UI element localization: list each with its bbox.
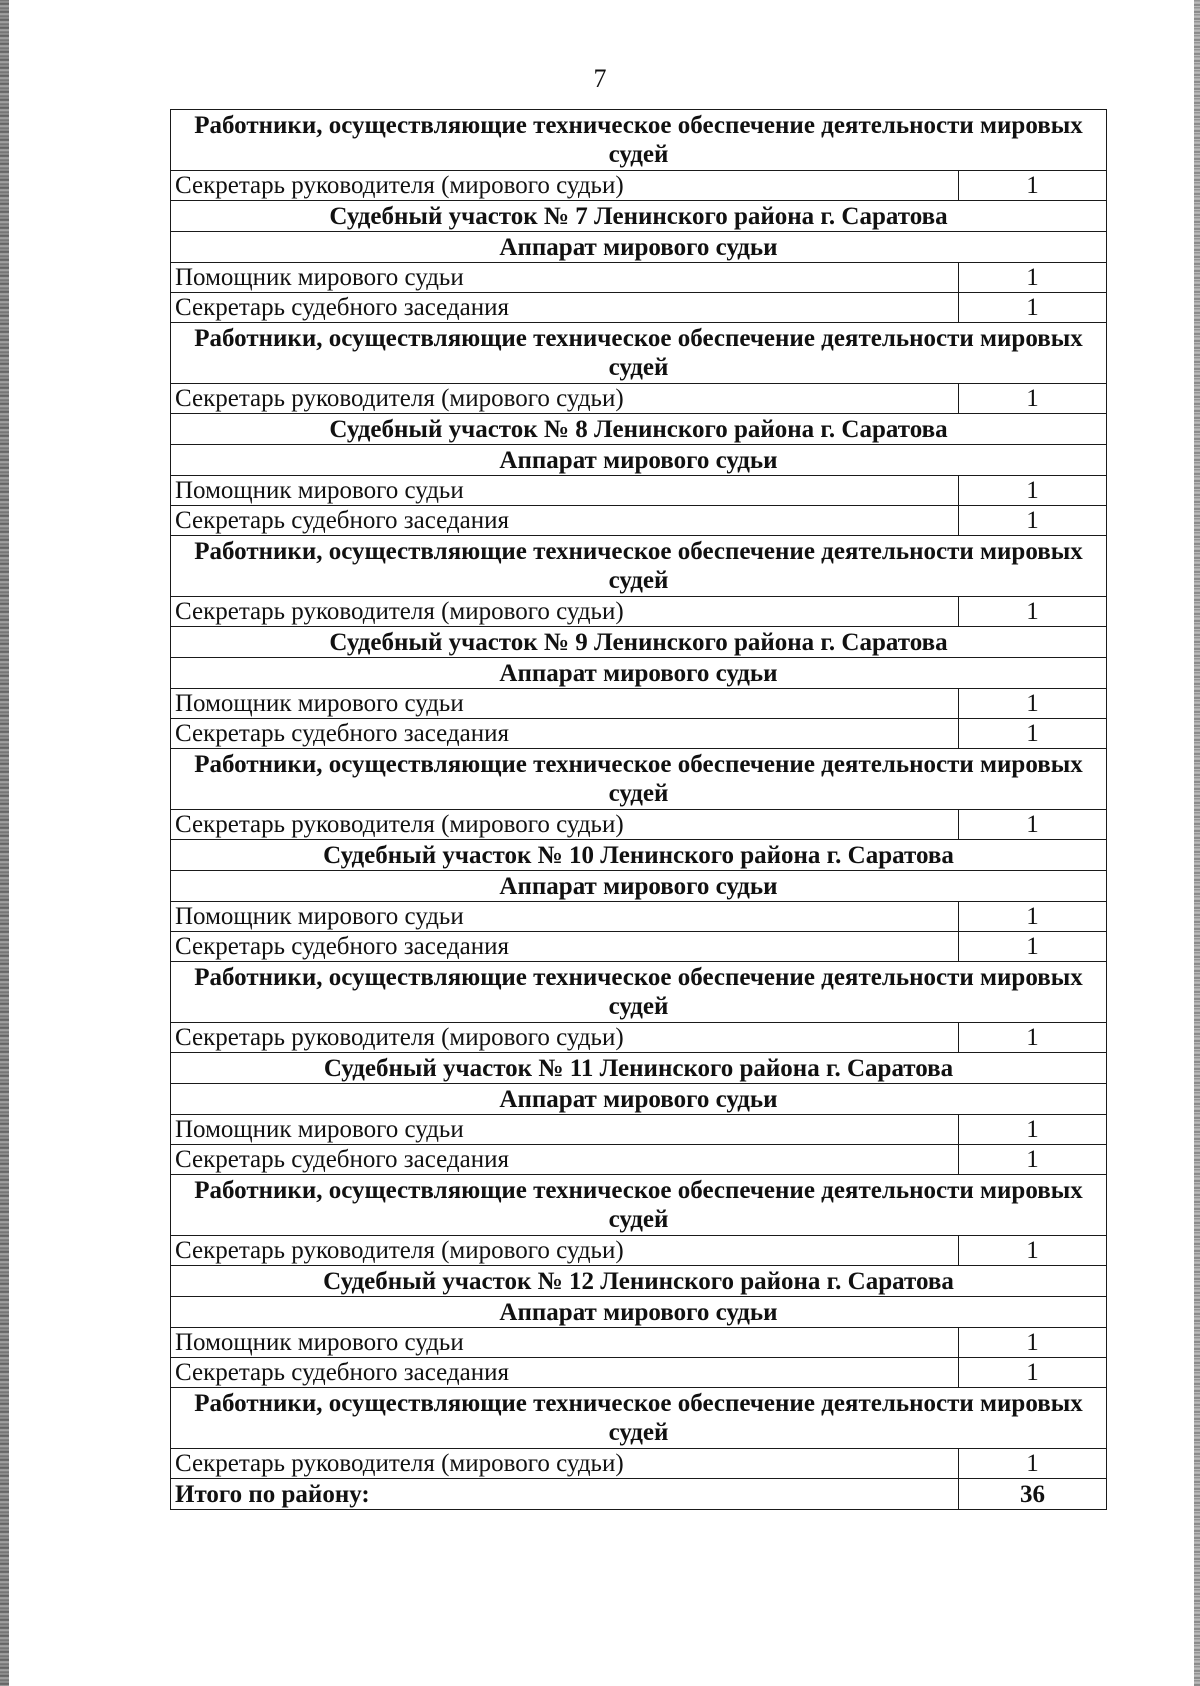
- position-count: 1: [959, 506, 1107, 536]
- position-name: Помощник мирового судьи: [171, 263, 959, 293]
- section-header: Работники, осуществляющие техническое обеспечение деятельности мировых судей: [171, 110, 1107, 171]
- position-count: 1: [959, 902, 1107, 932]
- position-row: [171, 1023, 1107, 1053]
- section-header: Судебный участок № 7 Ленинского района г. Саратова: [171, 201, 1107, 232]
- page-number: 7: [593, 64, 607, 93]
- section-header-row: [171, 110, 1107, 171]
- total-value: 36: [959, 1479, 1107, 1510]
- position-count: 1: [959, 1449, 1107, 1479]
- position-row: [171, 1236, 1107, 1266]
- position-name: Секретарь судебного заседания: [171, 506, 959, 536]
- position-count: 1: [959, 384, 1107, 414]
- position-name: Секретарь руководителя (мирового судьи): [171, 810, 959, 840]
- position-row: [171, 810, 1107, 840]
- position-name: Секретарь руководителя (мирового судьи): [171, 1023, 959, 1053]
- section-header: Работники, осуществляющие техническое обеспечение деятельности мировых судей: [171, 1175, 1107, 1236]
- position-count: 1: [959, 171, 1107, 201]
- section-header-row: [171, 1084, 1107, 1115]
- position-row: [171, 171, 1107, 201]
- position-row: [171, 689, 1107, 719]
- position-name: Секретарь руководителя (мирового судьи): [171, 171, 959, 201]
- section-header: Аппарат мирового судьи: [171, 1084, 1107, 1115]
- section-header-row: [171, 536, 1107, 597]
- position-name: Секретарь судебного заседания: [171, 1145, 959, 1175]
- section-header-row: [171, 1266, 1107, 1297]
- position-count: 1: [959, 810, 1107, 840]
- staff-table: [170, 109, 1107, 1510]
- section-header-row: [171, 414, 1107, 445]
- position-name: Секретарь руководителя (мирового судьи): [171, 1449, 959, 1479]
- section-header: Работники, осуществляющие техническое обеспечение деятельности мировых судей: [171, 1388, 1107, 1449]
- position-count: 1: [959, 293, 1107, 323]
- position-row: [171, 597, 1107, 627]
- section-header: Аппарат мирового судьи: [171, 658, 1107, 689]
- position-row: [171, 1145, 1107, 1175]
- section-header-row: [171, 1175, 1107, 1236]
- position-name: Помощник мирового судьи: [171, 689, 959, 719]
- position-name: Секретарь руководителя (мирового судьи): [171, 597, 959, 627]
- section-header: Работники, осуществляющие техническое обеспечение деятельности мировых судей: [171, 962, 1107, 1023]
- section-header-row: [171, 232, 1107, 263]
- section-header-row: [171, 1388, 1107, 1449]
- position-row: [171, 384, 1107, 414]
- position-row: [171, 932, 1107, 962]
- position-count: 1: [959, 1115, 1107, 1145]
- section-header: Работники, осуществляющие техническое обеспечение деятельности мировых судей: [171, 323, 1107, 384]
- position-count: 1: [959, 1328, 1107, 1358]
- position-count: 1: [959, 719, 1107, 749]
- section-header-row: [171, 1053, 1107, 1084]
- position-name: Секретарь судебного заседания: [171, 932, 959, 962]
- position-name: Помощник мирового судьи: [171, 476, 959, 506]
- staff-table-body: [171, 110, 1107, 1479]
- section-header: Работники, осуществляющие техническое обеспечение деятельности мировых судей: [171, 749, 1107, 810]
- section-header: Аппарат мирового судьи: [171, 232, 1107, 263]
- section-header: Работники, осуществляющие техническое обеспечение деятельности мировых судей: [171, 536, 1107, 597]
- position-count: 1: [959, 1145, 1107, 1175]
- total-label: Итого по району:: [171, 1479, 959, 1510]
- position-name: Секретарь судебного заседания: [171, 719, 959, 749]
- section-header: Судебный участок № 12 Ленинского района г. Саратова: [171, 1266, 1107, 1297]
- position-count: 1: [959, 932, 1107, 962]
- position-name: Помощник мирового судьи: [171, 1328, 959, 1358]
- position-count: 1: [959, 263, 1107, 293]
- position-name: Помощник мирового судьи: [171, 1115, 959, 1145]
- section-header-row: [171, 201, 1107, 232]
- position-count: 1: [959, 1023, 1107, 1053]
- position-row: [171, 1449, 1107, 1479]
- position-name: Помощник мирового судьи: [171, 902, 959, 932]
- section-header-row: [171, 658, 1107, 689]
- scan-edge-left: [0, 0, 9, 1686]
- position-count: 1: [959, 476, 1107, 506]
- position-count: 1: [959, 597, 1107, 627]
- section-header-row: [171, 871, 1107, 902]
- section-header: Судебный участок № 8 Ленинского района г. Саратова: [171, 414, 1107, 445]
- position-row: [171, 902, 1107, 932]
- position-row: [171, 293, 1107, 323]
- section-header: Судебный участок № 9 Ленинского района г. Саратова: [171, 627, 1107, 658]
- section-header-row: [171, 323, 1107, 384]
- position-name: Секретарь судебного заседания: [171, 1358, 959, 1388]
- section-header: Судебный участок № 11 Ленинского района г. Саратова: [171, 1053, 1107, 1084]
- total-row: [171, 1479, 1107, 1510]
- section-header-row: [171, 962, 1107, 1023]
- position-row: [171, 263, 1107, 293]
- position-count: 1: [959, 1236, 1107, 1266]
- position-row: [171, 1115, 1107, 1145]
- section-header-row: [171, 840, 1107, 871]
- position-name: Секретарь руководителя (мирового судьи): [171, 1236, 959, 1266]
- section-header-row: [171, 749, 1107, 810]
- position-row: [171, 1328, 1107, 1358]
- position-row: [171, 476, 1107, 506]
- section-header-row: [171, 445, 1107, 476]
- section-header: Судебный участок № 10 Ленинского района г. Саратова: [171, 840, 1107, 871]
- section-header-row: [171, 1297, 1107, 1328]
- section-header: Аппарат мирового судьи: [171, 445, 1107, 476]
- section-header: Аппарат мирового судьи: [171, 1297, 1107, 1328]
- scan-edge-right: [1194, 0, 1200, 1686]
- position-row: [171, 506, 1107, 536]
- position-name: Секретарь судебного заседания: [171, 293, 959, 323]
- position-name: Секретарь руководителя (мирового судьи): [171, 384, 959, 414]
- position-count: 1: [959, 689, 1107, 719]
- position-count: 1: [959, 1358, 1107, 1388]
- position-row: [171, 1358, 1107, 1388]
- position-row: [171, 719, 1107, 749]
- section-header-row: [171, 627, 1107, 658]
- section-header: Аппарат мирового судьи: [171, 871, 1107, 902]
